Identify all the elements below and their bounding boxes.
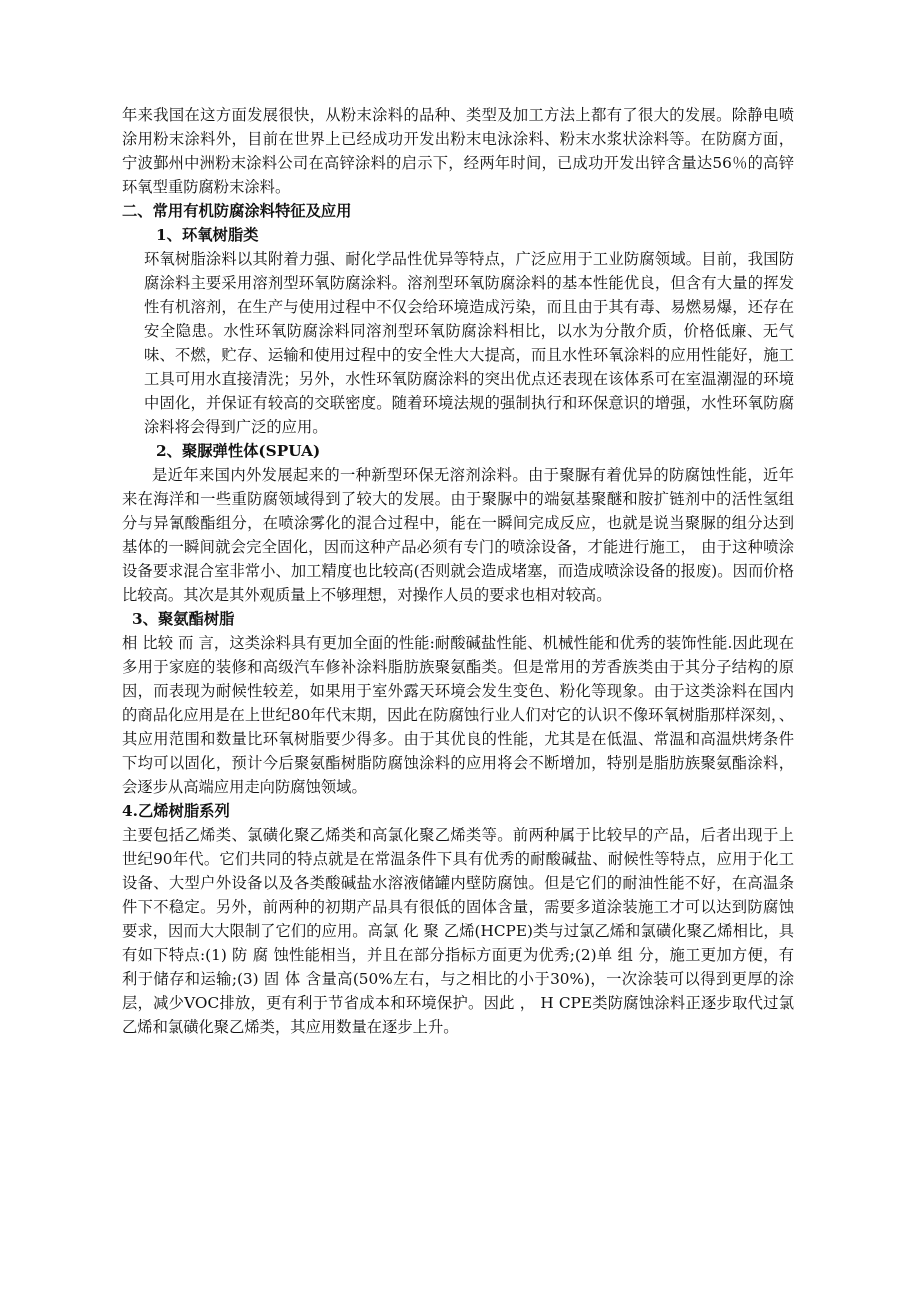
polyurethane-paragraph: 相 比较 而 言，这类涂料具有更加全面的性能:耐酸碱盐性能、机械性能和优秀的装饰性能.因此现在多用于家庭的装修和高级汽车修补涂料脂肪族聚氨酯类。但是常用的芳香族类由于其分子结构的原因，而表现为耐候性较差，如果用于室外露天环境会发生变色、粉化等现象。由于这类涂料在国内的商品化应用是在上世纪80年代末期，因此在防腐蚀行业人们对它的认识不像环氧树脂那样深刻，、其应用范围和数量比环氧树脂要少得多。由于其优良的性能，尤其是在低温、常温和高温烘烤条件下均可以固化，预计今后聚氨酯树脂防腐蚀涂料的应用将会不断增加，特别是脂肪族聚氨酯涂料，会逐步从高端应用走向防腐蚀领域。 xyxy=(122,634,794,796)
epoxy-paragraph: 环氧树脂涂料以其附着力强、耐化学品性优异等特点，广泛应用于工业防腐领域。目前，我国防腐涂料主要采用溶剂型环氧防腐涂料。溶剂型环氧防腐涂料的基本性能优良，但含有大量的挥发性有机溶剂，在生产与使用过程中不仅会给环境造成污染，而且由于其有毒、易燃易爆，还存在安全隐患。水性环氧防腐涂料同溶剂型环氧防腐涂料相比，以水为分散介质，价格低廉、无气味、不燃，贮存、运输和使用过程中的安全性大大提高，而且水性环氧涂料的应用性能好，施工工具可用水直接清洗；另外，水性环氧防腐涂料的突出优点还表现在该体系可在室温潮湿的环境中固化，并保证有较高的交联密度。随着环境法规的强制执行和环保意识的增强，水性环氧防腐涂料将会得到广泛的应用。 xyxy=(144,250,794,436)
subheading-vinyl: 4.乙烯树脂系列 xyxy=(122,802,230,820)
intro-paragraph: 年来我国在这方面发展很快，从粉末涂料的品种、类型及加工方法上都有了很大的发展。除静电喷涂用粉末涂料外，目前在世界上已经成功开发出粉末电泳涂料、粉末水浆状涂料等。在防腐方面，宁波鄞州中洲粉末涂料公司在高锌涂料的启示下，经两年时间，已成功开发出锌含量达56％的高锌环氧型重防腐粉末涂料。 xyxy=(122,106,794,196)
spua-paragraph: 是近年来国内外发展起来的一种新型环保无溶剂涂料。由于聚脲有着优异的防腐蚀性能，近年来在海洋和一些重防腐领域得到了较大的发展。由于聚脲中的端氨基聚醚和胺扩链剂中的活性氢组分与异氰酸酯组分，在喷涂雾化的混合过程中，能在一瞬间完成反应，也就是说当聚脲的组分达到基体的一瞬间就会完全固化，因而这种产品必须有专门的喷涂设备，才能进行施工， 由于这种喷涂设备要求混合室非常小、加工精度也比较高(否则就会造成堵塞，而造成喷涂设备的报废)。因而价格比较高。其次是其外观质量上不够理想，对操作人员的要求也相对较高。 xyxy=(122,466,794,604)
document-page xyxy=(122,103,794,1039)
section-heading: 二、常用有机防腐涂料特征及应用 xyxy=(122,202,352,220)
subheading-polyurethane: 3、聚氨酯树脂 xyxy=(132,610,235,628)
subheading-epoxy: 1、环氧树脂类 xyxy=(156,226,259,244)
vinyl-paragraph: 主要包括乙烯类、氯磺化聚乙烯类和高氯化聚乙烯类等。前两种属于比较早的产品，后者出现于上世纪90年代。它们共同的特点就是在常温条件下具有优秀的耐酸碱盐、耐候性等特点，应用于化工设备、大型户外设备以及各类酸碱盐水溶液储罐内壁防腐蚀。但是它们的耐油性能不好，在高温条件下不稳定。另外，前两种的初期产品具有很低的固体含量，需要多道涂装施工才可以达到防腐蚀要求，因而大大限制了它们的应用。高氯 化 聚 乙烯(HCPE)类与过氯乙烯和氯磺化聚乙烯相比，具有如下特点:(1) 防 腐 蚀性能相当，并且在部分指标方面更为优秀;(2)单 组 分，施工更加方便，有利于储存和运输;(3) 固 体 含量高(50%左右，与之相比的小于30%)，一次涂装可以得到更厚的涂层，减少VOC排放，更有利于节省成本和环境保护。因此 ， H CPE类防腐蚀涂料正逐步取代过氯乙烯和氯磺化聚乙烯类，其应用数量在逐步上升。 xyxy=(122,826,794,1036)
subheading-spua: 2、聚脲弹性体(SPUA) xyxy=(156,442,321,460)
